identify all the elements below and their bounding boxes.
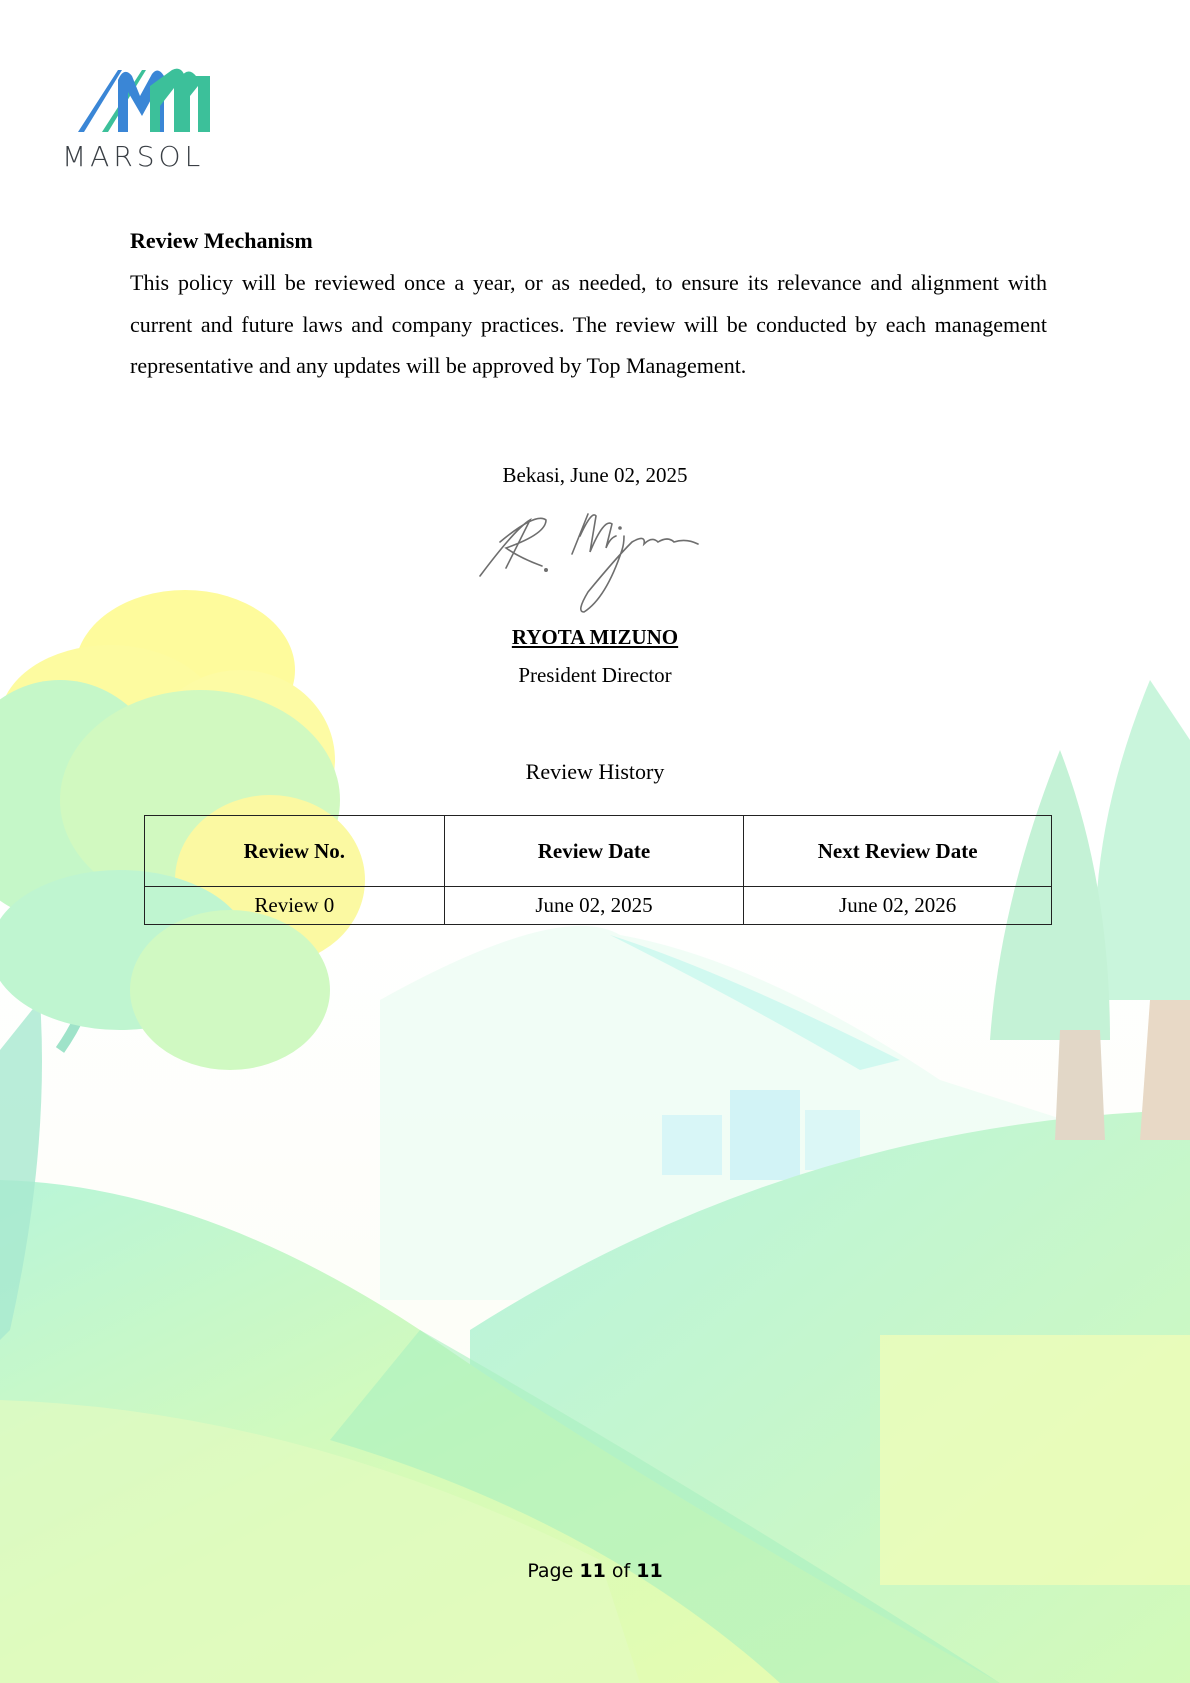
table-row (145, 887, 1052, 925)
handwritten-signature-icon (476, 508, 708, 616)
table-header-row (145, 816, 1052, 887)
current-page-number: 11 (579, 1560, 606, 1582)
signer-name: RYOTA MIZUNO (511, 625, 679, 649)
page-label: Page (527, 1560, 574, 1582)
column-header-review-no: Review No. (145, 816, 445, 887)
total-pages-number: 11 (636, 1560, 663, 1582)
signer-title: President Director (518, 663, 672, 687)
column-header-next-review-date: Next Review Date (744, 816, 1052, 887)
marsol-logo (62, 66, 226, 173)
review-history-table (144, 815, 1052, 925)
marsol-logo-text: MARSOL (62, 140, 205, 173)
review-history-title: Review History (525, 759, 665, 784)
place-and-date: Bekasi, June 02, 2025 (502, 463, 688, 487)
of-label: of (611, 1560, 631, 1582)
review-mechanism-body: This policy will be reviewed once a year, or as needed, to ensure its relevance and alignment with current and future laws and company practices. The review will be conducted by each management representative and any updates will be approved by Top Management. (130, 270, 1047, 378)
column-header-review-date: Review Date (444, 816, 744, 887)
page-footer (0, 1560, 1190, 1582)
marsol-logo-mark-icon (62, 66, 226, 140)
cell-next-review-date: June 02, 2026 (744, 887, 1052, 925)
review-mechanism-title: Review Mechanism (130, 228, 313, 253)
cell-review-no: Review 0 (145, 887, 445, 925)
cell-review-date: June 02, 2025 (444, 887, 744, 925)
